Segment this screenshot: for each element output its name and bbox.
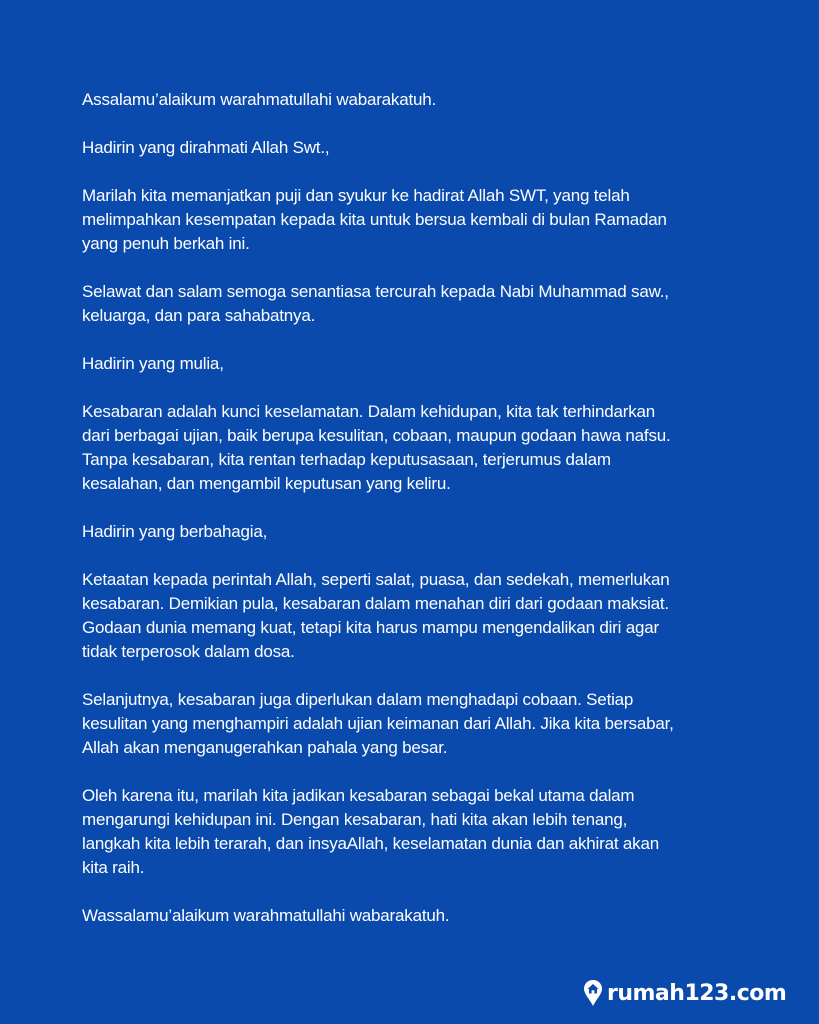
paragraph-patience-key	[82, 400, 782, 496]
text-line: Oleh karena itu, marilah kita jadikan kesabaran sebagai bekal utama dalam	[82, 786, 635, 805]
text-line: kesabaran. Demikian pula, kesabaran dalam menahan diri dari godaan maksiat.	[82, 594, 669, 613]
paragraph-trials	[82, 688, 782, 760]
logo-text: rumah123.com	[607, 980, 787, 1006]
text-line: dari berbagai ujian, baik berupa kesulitan, cobaan, maupun godaan hawa nafsu.	[82, 426, 671, 445]
text-line: tidak terperosok dalam dosa.	[82, 642, 295, 661]
text-line: Selanjutnya, kesabaran juga diperlukan dalam menghadapi cobaan. Setiap	[82, 690, 634, 709]
location-pin-house-icon	[583, 979, 603, 1007]
text-line: Wassalamu’alaikum warahmatullahi wabarakatuh.	[82, 906, 450, 925]
text-line: keluarga, dan para sahabatnya.	[82, 306, 316, 325]
paragraph-conclusion	[82, 784, 782, 880]
text-line: mengarungi kehidupan ini. Dengan kesabaran, hati kita akan lebih tenang,	[82, 810, 628, 829]
text-line: Hadirin yang mulia,	[82, 354, 224, 373]
text-line: Kesabaran adalah kunci keselamatan. Dalam kehidupan, kita tak terhindarkan	[82, 402, 656, 421]
text-line: kita raih.	[82, 858, 145, 877]
paragraph-address-2	[82, 352, 782, 376]
speech-text	[82, 88, 782, 952]
text-line: Marilah kita memanjatkan puji dan syukur ke hadirat Allah SWT, yang telah	[82, 186, 630, 205]
text-line: Selawat dan salam semoga senantiasa tercurah kepada Nabi Muhammad saw.,	[82, 282, 669, 301]
paragraph-obedience	[82, 568, 782, 664]
paragraph-praise	[82, 184, 782, 256]
text-line: Godaan dunia memang kuat, tetapi kita harus mampu mengendalikan diri agar	[82, 618, 659, 637]
text-line: langkah kita lebih terarah, dan insyaAllah, keselamatan dunia dan akhirat akan	[82, 834, 659, 853]
paragraph-greeting	[82, 88, 782, 112]
rumah123-logo	[583, 975, 786, 1011]
text-line: kesulitan yang menghampiri adalah ujian keimanan dari Allah. Jika kita bersabar,	[82, 714, 674, 733]
text-line: Tanpa kesabaran, kita rentan terhadap keputusasaan, terjerumus dalam	[82, 450, 611, 469]
text-line: kesalahan, dan mengambil keputusan yang keliru.	[82, 474, 451, 493]
paragraph-closing	[82, 904, 782, 928]
paragraph-address-1	[82, 136, 782, 160]
text-line: melimpahkan kesempatan kepada kita untuk bersua kembali di bulan Ramadan	[82, 210, 667, 229]
text-line: Hadirin yang berbahagia,	[82, 522, 268, 541]
text-line: Hadirin yang dirahmati Allah Swt.,	[82, 138, 330, 157]
paragraph-selawat	[82, 280, 782, 328]
text-line: Allah akan menganugerahkan pahala yang besar.	[82, 738, 448, 757]
paragraph-address-3	[82, 520, 782, 544]
text-line: Ketaatan kepada perintah Allah, seperti salat, puasa, dan sedekah, memerlukan	[82, 570, 670, 589]
text-line: yang penuh berkah ini.	[82, 234, 250, 253]
text-line: Assalamu’alaikum warahmatullahi wabarakatuh.	[82, 90, 437, 109]
